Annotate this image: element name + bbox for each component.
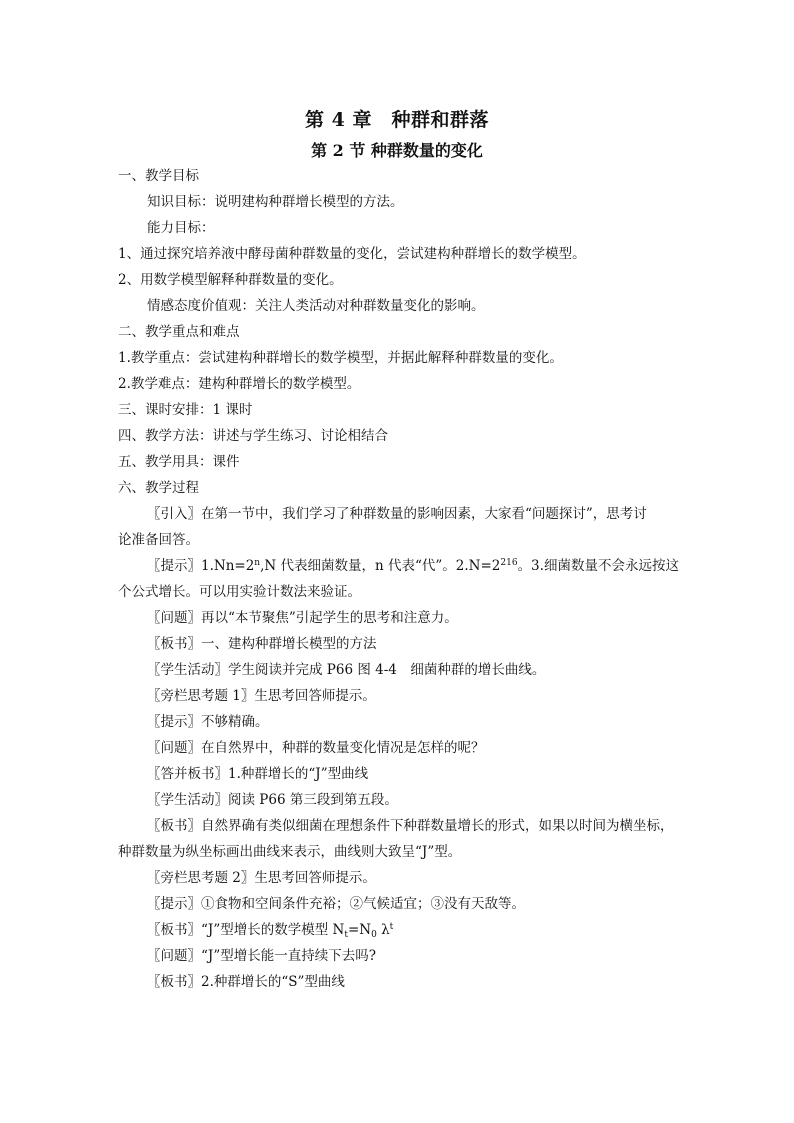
intro-paragraph: 〖引入〗在第一节中，我们学习了种群数量的影响因素，大家看“问题探讨”，思考讨 xyxy=(147,506,647,522)
question-j-continue: 〖问题〗“J”型增长能一直持续下去吗? xyxy=(147,948,376,964)
question-focus: 〖问题〗再以“本节聚焦”引起学生的思考和注意力。 xyxy=(147,610,458,626)
attitude-goal: 情感态度价值观：关注人类活动对种群数量变化的影响。 xyxy=(147,298,485,314)
heading-process: 六、教学过程 xyxy=(118,480,199,496)
hint-sup-n: n xyxy=(254,558,261,568)
j-model-sup-t: t xyxy=(389,922,394,932)
heading-method: 四、教学方法：讲述与学生练习、讨论相结合 xyxy=(118,428,388,444)
ability-goal-2: 2、用数学模型解释种群数量的变化。 xyxy=(118,272,343,288)
hint-sup-216: 216 xyxy=(500,558,518,568)
heading-key-points: 二、教学重点和难点 xyxy=(118,324,240,340)
board-model-method: 〖板书〗一、建构种群增长模型的方法 xyxy=(147,636,377,652)
sidebar-question-2: 〖旁栏思考题 2〗生思考回答师提示。 xyxy=(147,870,376,886)
hint-formula-line xyxy=(118,553,698,579)
j-model-text-c: λ xyxy=(376,922,390,938)
board-s-curve: 〖板书〗2.种群增长的“S”型曲线 xyxy=(147,974,345,990)
board-j-model xyxy=(118,917,698,943)
j-model-text-b: =N xyxy=(347,922,372,938)
ability-goal-label: 能力目标： xyxy=(147,220,215,236)
document-body xyxy=(118,163,698,995)
knowledge-goal: 知识目标：说明建构种群增长模型的方法。 xyxy=(147,194,404,210)
heading-tools: 五、教学用具：课件 xyxy=(118,454,240,470)
board-j-curve: 〖答并板书〗1.种群增长的“J”型曲线 xyxy=(147,766,369,782)
j-model-sub-t: t xyxy=(344,930,348,940)
hint-text-c: 。3.细菌数量不会永远按这 xyxy=(517,558,679,574)
board-j-description-cont: 种群数量为纵坐标画出曲线来表示，曲线则大致呈“J”型。 xyxy=(118,844,462,860)
sidebar-question-1: 〖旁栏思考题 1〗生思考回答师提示。 xyxy=(147,688,376,704)
board-j-description: 〖板书〗自然界确有类似细菌在理想条件下种群数量增长的形式，如果以时间为横坐标， xyxy=(147,818,674,834)
intro-paragraph-cont: 论准备回答。 xyxy=(118,532,199,548)
key-point: 1.教学重点：尝试建构种群增长的数学模型，并据此解释种群数量的变化。 xyxy=(118,350,563,366)
heading-schedule: 三、课时安排：1 课时 xyxy=(118,402,253,418)
ability-goal-1: 1、通过探究培养液中酵母菌种群数量的变化，尝试建构种群增长的数学模型。 xyxy=(118,246,586,262)
question-nature: 〖问题〗在自然界中，种群的数量变化情况是怎样的呢？ xyxy=(147,740,485,756)
j-model-sub-0: 0 xyxy=(371,930,377,940)
section-title: 第 2 节 种群数量的变化 xyxy=(311,141,483,160)
j-model-text-a: 〖板书〗“J”型增长的数学模型 N xyxy=(147,922,345,938)
student-activity-1: 〖学生活动〗学生阅读并完成 P66 图 4-4 细菌种群的增长曲线。 xyxy=(147,662,546,678)
hint-text-a: 〖提示〗1.Nn=2 xyxy=(147,558,255,574)
difficult-point: 2.教学难点：建构种群增长的数学模型。 xyxy=(118,376,361,392)
hint-formula-cont: 个公式增长。可以用实验计数法来验证。 xyxy=(118,584,361,600)
hint-text-b: ,N 代表细菌数量，n 代表“代”。2.N=2 xyxy=(260,558,501,574)
student-activity-2: 〖学生活动〗阅读 P66 第三段到第五段。 xyxy=(147,792,398,808)
chapter-title: 第 4 章 种群和群落 xyxy=(305,109,489,131)
heading-teaching-goals: 一、教学目标 xyxy=(118,168,199,184)
hint-not-precise: 〖提示〗不够精确。 xyxy=(147,714,269,730)
hint-conditions: 〖提示〗①食物和空间条件充裕；②气候适宜；③没有天敌等。 xyxy=(147,896,525,912)
